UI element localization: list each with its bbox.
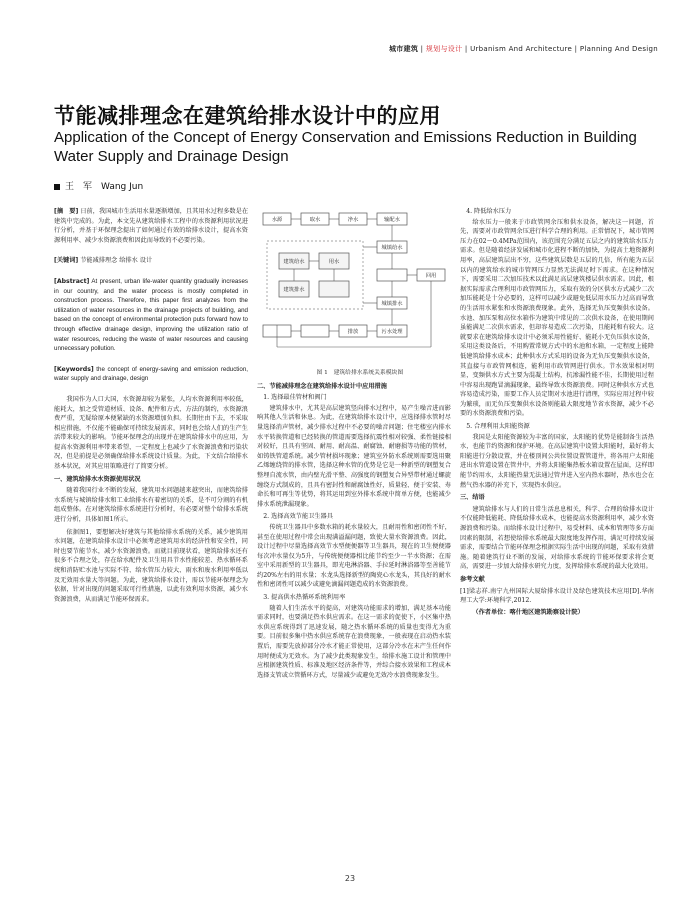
subsection-paragraph: 传统卫生器具中多数水箱的耗水量较大，且耐用性和密闭性不好，甚至在使用过程中常会出现满溢漏问题，致使大量水资源浪费。因此，设计过程中尽量选择高效节水型便便器等卫生器具，现在的卫生便便器每次冲水量仅为5升，与传统便便器相比能节约至少一半水资源；在需室中采用新型的卫生器具，即光电淋浴器、手拉延时淋浴器等至善能节约20%左右的用水量；水龙头选择新型的陶瓷心水龙头，其良好的耐水性和密闭性可以减少或避免滴漏问题造成的水资源浪费。 [257,523,451,589]
running-header-sep: | [418,45,426,53]
abstract-zh [54,207,248,245]
subsection-paragraph: 给水压力一般来于市政管网余压和供水设备，解决这一问题，首先，需要对市政管网余压进行科学合理的利用。正常情况下，城市管网压力在02～0.4MPa范围内，该范围充分满足五层之内的建筑给水压力需求。但是随着经济发展和城市化进程不断的加快，为提高土地资源利用率，高层建筑层出不穷，这些建筑层数是五层的几倍，所有能为五层以内的建筑给水的城市管网压力显然无法满足时下需求。在这种情况下，需要采用二次加压技术以此满足高层建筑楼层供水需求。因此，根据实际需求合理利用市政管网压力，采取有效的分区供水方式减少二次加压能耗是十分必要的，这样可以减少或避免低层用水压力过高而导致的生活用水紧张和水资源浪费现象。此外，选择无负压变频供水设备。水池、加压泵和高位水箱作为建筑中常见的二次供水设备，在使用期间虽能满足二次供水需求，但却容易造成二次污染，且能耗和有较大。这就要求在建筑给排水设计中必须采用性能好、能耗小无负压供水设备，采用这类设备后，不用购置常规方式中的水池和水箱，一定程度上能降低建筑给排水成本；此种供水方式采用的设备为无负压变频供水设备，其直接与市政管网相连，能利用市政管网进行供水。节水效果相对明显，变频供水方式主要为混凝土结构，抗渗漏性能不佳，长期使用过程中容易出现跑冒滴漏现象，最终导致水资源浪费。同时这种供水方式也容易造成污染，需要工作人员定期对水池进行清理，实际应用过程中较为繁琐，而无负压变频供水设备则能最大限度地节省水资源，减少不必要的水资源浪费和污染。 [460,218,654,418]
references-heading: 参考文献 [460,575,485,583]
abstract-en-label: [Abstract] [54,277,90,285]
abstract-en-text: At present, urban life-water quantity gradually increases in our country, and the water process is mostly completed in construction process. Therefore, this paper first analyzes from the utilization of water resources in the drainage projects of building, and based on the concept of environmental protection puts forward how to through effective drainage design, improving the utilization ratio of water resources, reducing the waste of water resources and causing unnecessary pollution. [54,277,248,353]
running-header-english: | Urbanism And Architecture | Planning And Design [462,45,658,53]
keywords-en-text: the concept of energy-saving and emission reduction, water supply and drainage, design [54,365,248,383]
section-1-paragraph: 随着我国行业不断的发展，建筑用水问题越来越突出，而建筑给排水系统与城镇给排水和工业给排水有着密切的关系，是不可分割的有机组成整体。在对建筑给排水系统进行分析时，有必要对整个给排水系统进行分析，具体如图1所示。 [54,487,248,524]
keywords-en-label: [Keywords] [54,365,94,373]
section-3-heading: 三、结语 [460,494,485,502]
figure-label: 水源 [271,217,283,223]
references [460,575,654,606]
column-left [54,207,248,607]
subsection-paragraph: 我国是太阳能资源较为丰富的国家，太阳能的优势是能制备生活热水，也能节约资源和保护环境。在高层建筑中设置太阳能时，最好将太阳能进行分散设置，并在楼顶间公共位置设置管道井，将各用户太阳能进出水管道设置在管井中，并将太阳能集热板水箱设置在屋面，这样即能节约用水，太阳能热量无法通过管井进入室内热水器时，热水也会在燃气热水器的补充下，实现热水供应。 [460,433,654,489]
running-header-journal: 城市建筑 [388,45,419,53]
intro-paragraph: 我国作为人口大国，水资源却较为紧张，人均水资源利用率较低，能耗大，加之受管道材质、设备、配件和方式、方法的制约，水资源浪费严重，无疑给原本便紧缺的水资源增加负担。长期往由下去，不采取相应措施，不仅能不能确保可持续发展需求，同时也会给人们的生产生活带来较大的影响。节能环保理念的出现并在建筑给排水中的应用，为提高水资源利用率带来希望，一定程度上也减少了水资源浪费和污染状况，但是前提是必须确保给排水系统设计质量。为此，下文结合给排水基本状况，对其应用策略进行了简要分析。 [54,395,248,471]
column-right [460,207,654,620]
running-header-section: 规划与设计 [425,45,463,53]
subsection-heading: 4. 降低给水压力 [466,208,512,215]
conclusion-paragraph: 建筑给排水与人们的日常生活息息相关，科学、合理的给排水设计不仅能降低能耗、降低给排水成本，也能提高水资源利用率，减少水资源浪费和污染。而给排水设计过程中，易受材料、成本和管理等多方面因素的限制，若想使给排水系统最大限度地发挥作用，满足可持续发展需求，需要结合节能环保理念根据实际生活中出现的问题，采取有效措施。随着建筑行业不断的发展，对给排水系统的节能环保要求将会更高，需要进一步加大给排水研究力度，发挥给排水系统的最大化效用。 [460,505,654,571]
author-name: 王 军 Wang Jun [65,182,144,192]
keywords-zh [54,256,248,266]
section-1-heading: 一、建筑给排水水资源使用状况 [54,475,141,483]
subsection-heading: 5. 合理利用太阳能资源 [466,423,530,431]
section-1-paragraph: 依据图1，要想解决好建筑与其他给排水系统的关系，减少建筑用水问题，在建筑给排水设计中必须考虑建筑用水的经济性和安全性，同时也要节能节水，减少水资源浪费。而就目前现状看，建筑给排水还有很多不合理之处，存在给水配件及卫生用具节水性能较差、热水循环系统和消防贮水池与实际不符、给水管压力较大、雨水和废水利用率低以及无效用水量大等问题。为此，建筑给排水设计，需以节能环保理念为依据，针对出现的问题采取可行性措施，以此有效利用水资源，减少水资源浪费，从而满足节能环保需求。 [54,528,248,603]
abstract-zh-text: 日前，我国城市生活用水量逐渐增加，且其用水过程多数是在建筑中完成的。为此，本文先从建筑给排水工程中的水资源利用状况进行分析，并基于环保理念提出了如何通过有效的给排水设计，提高水资源利用率、减少水资源浪费和因此而导致的不必要污染。 [54,208,249,244]
author-affiliation: （作者单位：喀什地区建筑勘察设计院） [472,608,584,616]
keywords-zh-text: 节能减排理念 给排水 设计 [80,257,153,265]
diagram-box [377,269,407,281]
subsection-heading: 3. 提高供水热循环系统利用率 [263,594,346,602]
column-middle [257,207,451,683]
figure-1-diagram [257,207,451,367]
section-2-heading: 二、节能减排理念在建筑给排水设计中应用措施 [257,382,387,390]
figure-label: 污水处理 [381,329,403,335]
running-header [389,44,658,54]
diagram-box [319,281,349,297]
keywords-en [54,365,248,384]
system-diagram [257,207,451,367]
page-number: 23 [344,874,356,883]
figure-label: 用水 [328,259,340,265]
subsection-heading: 1. 选择最佳管材和阀门 [263,394,327,402]
figure-caption: 图 1 建筑给排水系统关系模块图 [316,370,404,376]
figure-label: 取水 [309,217,321,223]
diagram-box [301,325,329,337]
abstract-zh-label: [摘 要] [54,208,79,215]
abstract-en [54,277,248,354]
author-line [54,179,143,192]
subsection-paragraph: 随着人们生活水平的提高，对建筑功能需求的增加，满足基本功能需求同时，也要满足热水供应需求。在这一需求的促使下，小区集中热水供应系统得到了迅速发展，随之热水循环系统的质量也变得尤为重要。目前很多集中热水供应系统存在浪费现象，一般表现在启动热水装置后，需要先放掉部分冷水才能正常使用，这部分冷水在末产生任何作用时便成为无效水。为了减少此类现象发生，给排水施工设计和管理中应根据建筑性质、标准及地区经济条件等，并综合接水效果和工程成本选择支管或立管循环方式，尽量减少或避免无效冷水浪费现象发生。 [257,604,451,679]
figure-label: 建筑排水 [283,287,305,293]
figure-label: 建筑给水 [283,259,305,265]
figure-label: 回用 [425,273,437,279]
figure-label: 城镇排水 [381,301,403,307]
subsection-paragraph: 建筑排水中，尤其是高层建筑竖向排水过程中，易产生噪音进而影响其他人生活和休息。为此，在建筑给排水设计中，应选择排水管时尽量选择消声管材，减少排水过程中不必要的噪音问题；住宅楼室内排水水平转换管道和已经转换的管道需要选择抗震性相对较强、柔性链接相对较好，且具有坚固、耐用、耐高温、耐腐蚀、耐磨损等功能的管材，如铸铁管道系统。减少管材损坏现象；建筑室外防水系统则需要选用聚乙烯缠绕管的排水管，选择这种水管的优势是它是一种新型的钢塑复合整埋自流水管，由内壁光滑平整、高强度的钢塑复合异型带材通过螺旋缠绕方式制成的，且具有密封性和耐腐蚀性好，质量轻、便于安装、寿命长和可再生等优势，将其运用到室外排水系统中简单方便，也能减少排水系统泄漏现象。 [257,404,451,508]
diagram-region [267,241,363,309]
title-chinese: 节能减排理念在建筑给排水设计中的应用 [54,104,441,128]
subsection-heading: 2. 选择高效节能卫生器具 [263,513,333,521]
figure-label: 输配水 [384,217,400,223]
square-bullet-icon [54,184,60,190]
figure-label: 净水 [347,217,359,223]
figure-label: 排放 [347,329,359,335]
reference-item: [1]梁志祥.南宁九州国际大厦给排水设计及绿色建筑技术应用[D].华南理工大学:环境科学,2012. [460,587,654,605]
title-english: Application of the Concept of Energy Conservation and Emissions Reduction in Building Water Supply and Drainage Design [54,129,637,165]
keywords-zh-label: [关键词] [54,257,79,265]
figure-label: 城镇给水 [381,245,403,251]
